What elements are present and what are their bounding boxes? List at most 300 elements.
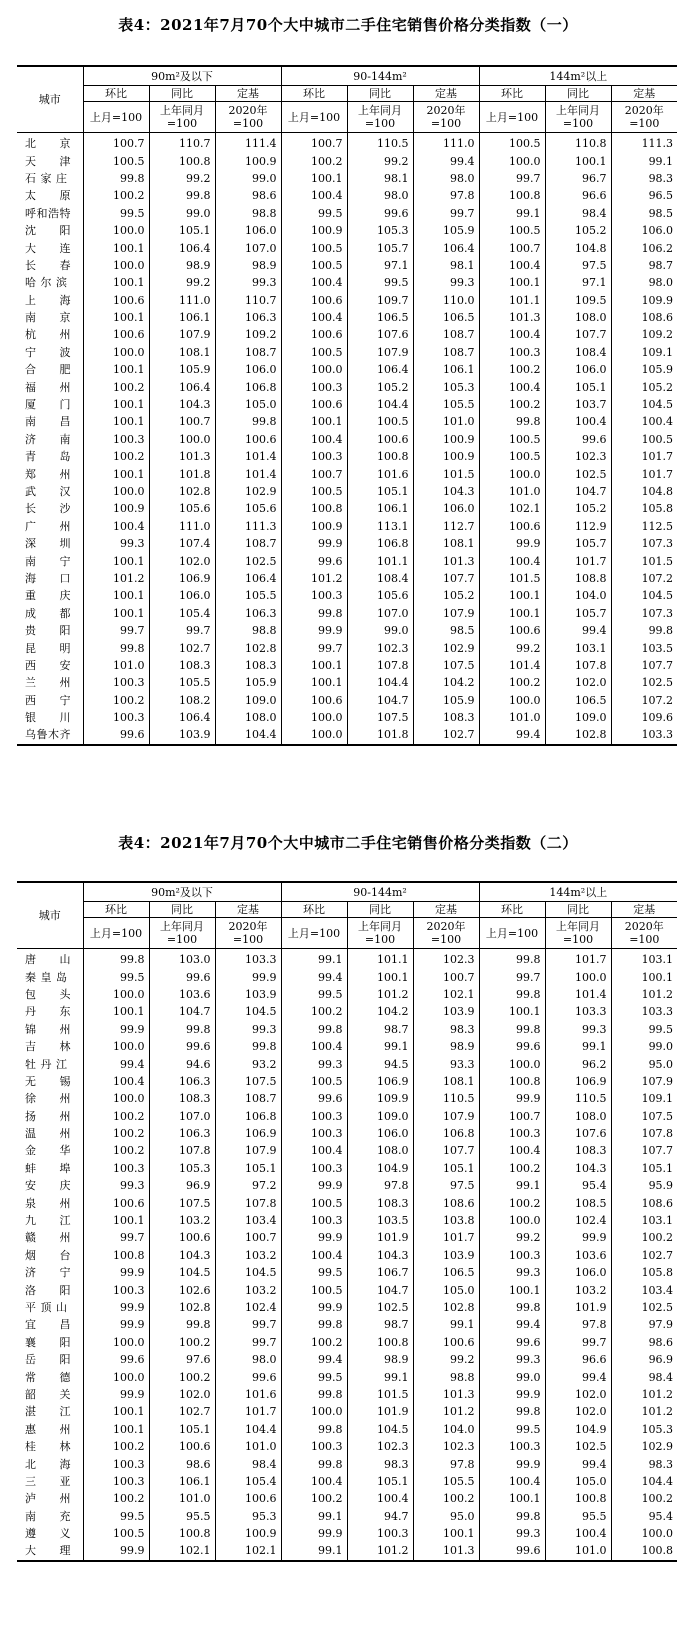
index-value-cell: 107.9 (611, 1073, 677, 1090)
index-value-cell: 107.9 (215, 1142, 281, 1159)
index-value-cell: 102.0 (149, 552, 215, 569)
index-value-cell: 109.9 (611, 292, 677, 309)
index-value-cell: 99.0 (347, 622, 413, 639)
index-value-cell: 107.6 (347, 326, 413, 343)
index-value-cell: 109.5 (545, 292, 611, 309)
index-value-cell: 97.1 (347, 257, 413, 274)
index-value-cell: 100.2 (611, 1490, 677, 1507)
index-value-cell: 107.5 (347, 709, 413, 726)
sub-header-cell: 环比 (479, 902, 545, 918)
index-value-cell: 108.6 (611, 309, 677, 326)
index-value-cell: 105.8 (611, 1264, 677, 1281)
index-value-cell: 100.1 (83, 1421, 149, 1438)
index-value-cell: 99.6 (281, 1090, 347, 1107)
index-value-cell: 102.8 (149, 483, 215, 500)
index-value-cell: 100.4 (281, 274, 347, 291)
index-value-cell: 107.8 (215, 1194, 281, 1211)
index-value-cell: 105.9 (215, 674, 281, 691)
index-value-cell: 100.7 (281, 133, 347, 153)
base-header-cell: 2020年 =100 (611, 918, 677, 949)
index-value-cell: 108.6 (611, 1194, 677, 1211)
index-value-cell: 98.8 (215, 622, 281, 639)
index-value-cell: 95.4 (611, 1508, 677, 1525)
index-value-cell: 97.2 (215, 1177, 281, 1194)
index-value-cell: 106.3 (149, 1073, 215, 1090)
city-name-cell: 哈 尔 滨 (17, 274, 83, 291)
index-value-cell: 98.1 (413, 257, 479, 274)
base-header-cell: 上月=100 (281, 918, 347, 949)
index-value-cell: 105.2 (347, 378, 413, 395)
index-value-cell: 108.1 (413, 1073, 479, 1090)
table-row (17, 1160, 677, 1177)
index-value-cell: 100.2 (479, 361, 545, 378)
table-row (17, 152, 677, 169)
index-value-cell: 102.0 (545, 674, 611, 691)
index-value-cell: 107.2 (611, 570, 677, 587)
index-value-cell: 99.9 (83, 1264, 149, 1281)
index-value-cell: 100.4 (83, 1073, 149, 1090)
index-value-cell: 99.9 (479, 535, 545, 552)
index-value-cell: 102.1 (215, 1542, 281, 1560)
index-value-cell: 105.4 (215, 1473, 281, 1490)
table-row (17, 1247, 677, 1264)
index-value-cell: 99.7 (83, 1229, 149, 1246)
index-value-cell: 101.0 (215, 1438, 281, 1455)
index-value-cell: 100.6 (281, 692, 347, 709)
index-value-cell: 100.4 (545, 413, 611, 430)
table-row (17, 639, 677, 656)
index-value-cell: 107.7 (413, 1142, 479, 1159)
index-value-cell: 100.2 (479, 1160, 545, 1177)
index-value-cell: 102.7 (149, 639, 215, 656)
index-value-cell: 102.3 (347, 1438, 413, 1455)
index-value-cell: 99.2 (149, 274, 215, 291)
index-value-cell: 105.7 (545, 535, 611, 552)
base-header-cell: 上年同月 =100 (149, 102, 215, 133)
index-value-cell: 108.0 (545, 309, 611, 326)
index-value-cell: 100.3 (281, 1125, 347, 1142)
table-row (17, 1351, 677, 1368)
index-value-cell: 107.5 (215, 1073, 281, 1090)
index-value-cell: 100.4 (83, 518, 149, 535)
index-value-cell: 100.5 (479, 222, 545, 239)
index-value-cell: 100.5 (83, 152, 149, 169)
index-value-cell: 105.8 (611, 500, 677, 517)
table-row (17, 1090, 677, 1107)
table-row (17, 949, 677, 969)
index-value-cell: 101.3 (479, 309, 545, 326)
index-value-cell: 105.1 (149, 1421, 215, 1438)
index-value-cell: 103.7 (545, 396, 611, 413)
index-value-cell: 98.9 (413, 1038, 479, 1055)
index-value-cell: 100.4 (281, 1142, 347, 1159)
sub-header-cell: 定基 (413, 86, 479, 102)
index-value-cell: 99.8 (83, 170, 149, 187)
index-value-cell: 99.3 (479, 1264, 545, 1281)
base-header-row (17, 102, 677, 133)
index-value-cell: 100.0 (83, 986, 149, 1003)
index-value-cell: 100.3 (281, 378, 347, 395)
index-value-cell: 99.0 (215, 170, 281, 187)
index-value-cell: 106.5 (413, 309, 479, 326)
index-value-cell: 112.5 (611, 518, 677, 535)
table-row (17, 1368, 677, 1385)
index-value-cell: 107.9 (413, 1108, 479, 1125)
index-value-cell: 98.9 (347, 1351, 413, 1368)
index-value-cell: 101.7 (611, 465, 677, 482)
index-value-cell: 104.4 (347, 396, 413, 413)
index-value-cell: 105.7 (347, 239, 413, 256)
city-name-cell: 石 家 庄 (17, 170, 83, 187)
index-value-cell: 103.3 (215, 949, 281, 969)
index-value-cell: 100.6 (281, 396, 347, 413)
index-value-cell: 106.5 (347, 309, 413, 326)
index-value-cell: 100.4 (545, 1525, 611, 1542)
index-value-cell: 98.4 (545, 205, 611, 222)
index-value-cell: 102.9 (215, 483, 281, 500)
index-value-cell: 105.1 (347, 483, 413, 500)
index-value-cell: 107.6 (545, 1125, 611, 1142)
index-value-cell: 103.4 (611, 1281, 677, 1298)
group-header-small: 90m²及以下 (83, 882, 281, 902)
index-value-cell: 100.2 (83, 1438, 149, 1455)
city-name-cell: 乌鲁木齐 (17, 726, 83, 744)
sub-header-cell: 同比 (545, 86, 611, 102)
table-row (17, 187, 677, 204)
index-value-cell: 100.4 (479, 326, 545, 343)
index-value-cell: 100.1 (83, 605, 149, 622)
index-value-cell: 104.7 (347, 692, 413, 709)
city-name-cell: 天 津 (17, 152, 83, 169)
index-value-cell: 99.9 (281, 622, 347, 639)
table-row (17, 344, 677, 361)
index-value-cell: 100.7 (479, 239, 545, 256)
sub-header-row (17, 902, 677, 918)
index-value-cell: 100.8 (545, 1490, 611, 1507)
index-value-cell: 99.5 (83, 968, 149, 985)
sub-header-cell: 环比 (479, 86, 545, 102)
city-name-cell: 北 海 (17, 1455, 83, 1472)
index-value-cell: 105.6 (347, 587, 413, 604)
index-value-cell: 99.0 (479, 1368, 545, 1385)
city-name-cell: 南 宁 (17, 552, 83, 569)
index-value-cell: 108.4 (545, 344, 611, 361)
index-value-cell: 107.7 (545, 326, 611, 343)
table-row (17, 605, 677, 622)
index-value-cell: 100.1 (83, 396, 149, 413)
index-value-cell: 104.4 (347, 674, 413, 691)
index-value-cell: 101.8 (347, 726, 413, 744)
index-value-cell: 99.8 (83, 639, 149, 656)
city-name-cell: 丹 东 (17, 1003, 83, 1020)
index-value-cell: 112.9 (545, 518, 611, 535)
index-value-cell: 101.2 (281, 570, 347, 587)
index-value-cell: 99.6 (479, 1038, 545, 1055)
index-value-cell: 105.3 (611, 1421, 677, 1438)
index-value-cell: 100.4 (479, 1473, 545, 1490)
index-value-cell: 109.0 (347, 1108, 413, 1125)
city-name-cell: 武 汉 (17, 483, 83, 500)
index-value-cell: 100.3 (479, 1247, 545, 1264)
index-value-cell: 100.6 (413, 1334, 479, 1351)
index-value-cell: 99.1 (347, 1038, 413, 1055)
index-value-cell: 104.8 (611, 483, 677, 500)
index-value-cell: 108.1 (149, 344, 215, 361)
table-body (17, 133, 677, 745)
index-value-cell: 105.1 (215, 1160, 281, 1177)
city-name-cell: 温 州 (17, 1125, 83, 1142)
index-value-cell: 107.5 (413, 657, 479, 674)
city-name-cell: 银 川 (17, 709, 83, 726)
index-value-cell: 108.5 (545, 1194, 611, 1211)
index-value-cell: 98.5 (413, 622, 479, 639)
table-row (17, 1021, 677, 1038)
index-value-cell: 105.7 (545, 605, 611, 622)
index-value-cell: 102.5 (611, 1299, 677, 1316)
index-value-cell: 111.3 (215, 518, 281, 535)
city-name-cell: 扬 州 (17, 1108, 83, 1125)
index-value-cell: 99.4 (479, 726, 545, 744)
index-value-cell: 99.3 (545, 1021, 611, 1038)
base-header-cell: 2020年 =100 (215, 918, 281, 949)
index-value-cell: 104.2 (413, 674, 479, 691)
index-value-cell: 100.9 (215, 152, 281, 169)
city-name-cell: 常 德 (17, 1368, 83, 1385)
index-value-cell: 109.0 (215, 692, 281, 709)
index-value-cell: 105.0 (215, 396, 281, 413)
index-value-cell: 96.5 (611, 187, 677, 204)
index-value-cell: 105.1 (545, 378, 611, 395)
index-value-cell: 95.3 (215, 1508, 281, 1525)
index-value-cell: 104.5 (149, 1264, 215, 1281)
index-value-cell: 105.3 (149, 1160, 215, 1177)
table-row (17, 986, 677, 1003)
index-value-cell: 98.3 (413, 1021, 479, 1038)
index-value-cell: 108.3 (413, 709, 479, 726)
index-value-cell: 104.3 (413, 483, 479, 500)
city-name-cell: 兰 州 (17, 674, 83, 691)
index-value-cell: 99.8 (479, 986, 545, 1003)
base-header-cell: 2020年 =100 (413, 918, 479, 949)
index-value-cell: 97.5 (545, 257, 611, 274)
index-value-cell: 101.4 (479, 657, 545, 674)
index-value-cell: 100.2 (83, 187, 149, 204)
city-name-cell: 青 岛 (17, 448, 83, 465)
index-value-cell: 103.3 (545, 1003, 611, 1020)
index-value-cell: 99.3 (479, 1351, 545, 1368)
index-value-cell: 99.4 (413, 152, 479, 169)
index-value-cell: 100.5 (479, 133, 545, 153)
index-value-cell: 100.7 (149, 413, 215, 430)
table-row (17, 431, 677, 448)
index-value-cell: 102.0 (545, 1386, 611, 1403)
index-value-cell: 99.2 (479, 1229, 545, 1246)
index-value-cell: 100.6 (215, 1490, 281, 1507)
index-value-cell: 99.2 (479, 639, 545, 656)
index-value-cell: 102.5 (611, 674, 677, 691)
index-value-cell: 100.3 (83, 1160, 149, 1177)
index-value-cell: 100.8 (347, 448, 413, 465)
index-value-cell: 100.0 (281, 1403, 347, 1420)
index-value-cell: 105.6 (215, 500, 281, 517)
index-value-cell: 106.1 (149, 309, 215, 326)
index-value-cell: 108.3 (149, 657, 215, 674)
base-header-cell: 上月=100 (479, 102, 545, 133)
index-value-cell: 100.5 (479, 448, 545, 465)
index-value-cell: 100.3 (83, 1473, 149, 1490)
index-value-cell: 100.5 (347, 413, 413, 430)
price-index-table-2 (17, 881, 677, 1562)
index-value-cell: 100.3 (281, 1438, 347, 1455)
index-value-cell: 108.7 (215, 344, 281, 361)
table-row (17, 622, 677, 639)
index-value-cell: 100.5 (281, 344, 347, 361)
table-row (17, 1229, 677, 1246)
index-value-cell: 109.2 (215, 326, 281, 343)
index-value-cell: 100.2 (479, 674, 545, 691)
index-value-cell: 99.3 (281, 1055, 347, 1072)
index-value-cell: 106.9 (149, 570, 215, 587)
index-value-cell: 98.8 (215, 205, 281, 222)
index-value-cell: 100.1 (83, 274, 149, 291)
index-value-cell: 100.4 (479, 552, 545, 569)
index-value-cell: 100.1 (479, 274, 545, 291)
index-value-cell: 100.0 (545, 968, 611, 985)
index-value-cell: 101.2 (611, 1403, 677, 1420)
index-value-cell: 106.4 (149, 378, 215, 395)
index-value-cell: 101.9 (347, 1229, 413, 1246)
index-value-cell: 98.6 (215, 187, 281, 204)
table-row (17, 552, 677, 569)
city-name-cell: 宜 昌 (17, 1316, 83, 1333)
index-value-cell: 99.8 (281, 1421, 347, 1438)
index-value-cell: 99.8 (281, 1386, 347, 1403)
table-row (17, 1455, 677, 1472)
index-value-cell: 111.4 (215, 133, 281, 153)
index-value-cell: 100.8 (479, 1073, 545, 1090)
index-value-cell: 100.2 (281, 1003, 347, 1020)
city-name-cell: 长 春 (17, 257, 83, 274)
index-value-cell: 100.0 (83, 1038, 149, 1055)
index-value-cell: 100.3 (479, 1438, 545, 1455)
index-value-cell: 101.3 (413, 1386, 479, 1403)
index-value-cell: 101.2 (611, 1386, 677, 1403)
index-value-cell: 103.5 (611, 639, 677, 656)
index-value-cell: 108.7 (413, 344, 479, 361)
index-value-cell: 97.8 (545, 1316, 611, 1333)
group-header-large: 144m²以上 (479, 66, 677, 86)
index-value-cell: 99.5 (479, 1421, 545, 1438)
index-value-cell: 99.9 (479, 1090, 545, 1107)
city-name-cell: 呼和浩特 (17, 205, 83, 222)
index-value-cell: 98.5 (611, 205, 677, 222)
index-value-cell: 101.0 (149, 1490, 215, 1507)
city-name-cell: 重 庆 (17, 587, 83, 604)
city-name-cell: 广 州 (17, 518, 83, 535)
index-value-cell: 103.2 (545, 1281, 611, 1298)
index-value-cell: 99.9 (83, 1316, 149, 1333)
index-value-cell: 102.8 (215, 639, 281, 656)
table-row (17, 1508, 677, 1525)
table-1-title: 表4：2021年7月70个大中城市二手住宅销售价格分类指数（一） (118, 16, 578, 34)
index-value-cell: 100.3 (347, 1525, 413, 1542)
table-row (17, 465, 677, 482)
table-row (17, 587, 677, 604)
index-value-cell: 101.4 (545, 986, 611, 1003)
table-row (17, 1073, 677, 1090)
index-value-cell: 99.9 (479, 1455, 545, 1472)
index-value-cell: 99.3 (413, 274, 479, 291)
index-value-cell: 103.9 (413, 1003, 479, 1020)
index-value-cell: 105.5 (413, 396, 479, 413)
city-name-cell: 合 肥 (17, 361, 83, 378)
index-value-cell: 104.5 (215, 1264, 281, 1281)
index-value-cell: 99.2 (413, 1351, 479, 1368)
table-row (17, 222, 677, 239)
index-value-cell: 100.9 (281, 518, 347, 535)
index-value-cell: 97.9 (611, 1316, 677, 1333)
index-value-cell: 100.1 (479, 1281, 545, 1298)
index-value-cell: 103.4 (215, 1212, 281, 1229)
index-value-cell: 100.1 (479, 605, 545, 622)
index-value-cell: 101.5 (347, 1386, 413, 1403)
index-value-cell: 99.6 (479, 1542, 545, 1560)
index-value-cell: 100.7 (281, 465, 347, 482)
index-value-cell: 100.0 (83, 1090, 149, 1107)
base-header-row (17, 918, 677, 949)
index-value-cell: 105.4 (149, 605, 215, 622)
index-value-cell: 107.7 (611, 1142, 677, 1159)
index-value-cell: 106.5 (413, 1264, 479, 1281)
index-value-cell: 100.9 (215, 1525, 281, 1542)
index-value-cell: 109.9 (347, 1090, 413, 1107)
index-value-cell: 104.5 (611, 587, 677, 604)
table-row (17, 1299, 677, 1316)
index-value-cell: 106.5 (545, 692, 611, 709)
index-value-cell: 106.0 (215, 222, 281, 239)
index-value-cell: 98.6 (611, 1334, 677, 1351)
index-value-cell: 100.0 (479, 152, 545, 169)
index-value-cell: 105.9 (413, 692, 479, 709)
index-value-cell: 99.9 (281, 1229, 347, 1246)
city-name-cell: 锦 州 (17, 1021, 83, 1038)
index-value-cell: 99.4 (545, 622, 611, 639)
index-value-cell: 106.3 (215, 605, 281, 622)
index-value-cell: 96.2 (545, 1055, 611, 1072)
index-value-cell: 95.5 (149, 1508, 215, 1525)
index-value-cell: 105.3 (347, 222, 413, 239)
index-value-cell: 99.1 (347, 1368, 413, 1385)
index-value-cell: 107.0 (149, 1108, 215, 1125)
index-value-cell: 100.6 (149, 1229, 215, 1246)
index-value-cell: 100.6 (83, 292, 149, 309)
index-value-cell: 102.9 (611, 1438, 677, 1455)
index-value-cell: 100.2 (149, 1368, 215, 1385)
index-value-cell: 104.3 (149, 1247, 215, 1264)
index-value-cell: 102.1 (479, 500, 545, 517)
sub-header-cell: 同比 (149, 86, 215, 102)
index-value-cell: 108.7 (215, 1090, 281, 1107)
index-value-cell: 100.3 (281, 1108, 347, 1125)
index-value-cell: 100.0 (83, 1334, 149, 1351)
city-name-cell: 西 安 (17, 657, 83, 674)
index-value-cell: 100.4 (479, 378, 545, 395)
index-value-cell: 99.7 (149, 622, 215, 639)
index-value-cell: 100.1 (83, 239, 149, 256)
index-value-cell: 110.7 (215, 292, 281, 309)
index-value-cell: 101.0 (83, 657, 149, 674)
index-value-cell: 105.1 (413, 1160, 479, 1177)
